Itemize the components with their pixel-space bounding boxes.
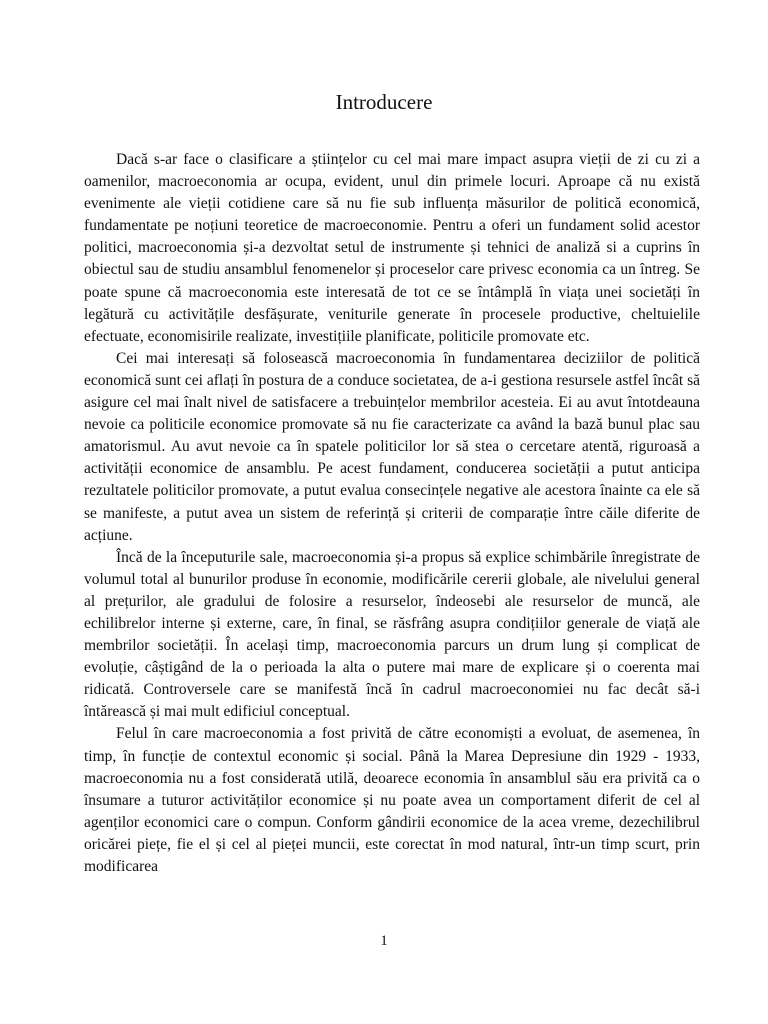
page-title: Introducere — [335, 90, 433, 114]
paragraph-4: Felul în care macroeconomia a fost privită de către economiști a evoluat, de asemenea, în timp, în funcție de contextul economic și social. Până la Marea Depresiune din 1929 - 1933, macroeconomia nu a fost considerată utilă, deoarece economia în ansamblul său era privită ca o însumare a tuturor activităților economice și nu poate avea un comportament diferit de cel al agenților economici care o compun. Conform gândirii economice de la acea vreme, dezechilibrul oricărei piețe, fie el și cel al pieței muncii, este corectat în mod natural, într-un timp scurt, prin modificarea — [84, 725, 700, 875]
paragraph-2: Cei mai interesați să folosească macroeconomia în fundamentarea deciziilor de politică economică sunt cei aflați în postura de a conduce societatea, de a-i gestiona resursele astfel încât să asigure cel mai înalt nivel de satisfacere a trebuințelor membrilor acesteia. Ei au avut întotdeauna nevoie ca politicile economice promovate să nu fie caracterizate ca având la bază bunul plac sau amatorismul. Au avut nevoie ca în spatele politicilor lor să stea o cercetare atentă, riguroasă a activității economice de ansamblu. Pe acest fundament, conducerea societății a putut anticipa rezultatele politicilor promovate, a putut evalua consecințele negative ale acestora înainte ca ele să se manifeste, a putut avea un sistem de referință și criterii de comparație între căile diferite de acțiune. — [84, 349, 700, 544]
paragraph-3: Încă de la începuturile sale, macroeconomia și-a propus să explice schimbările înregistrate de volumul total al bunurilor produse în economie, modificările cererii globale, ale nivelului general al prețurilor, ale gradului de folosire a resurselor, îndeosebi ale resurselor de muncă, ale echilibrelor interne și externe, care, în final, se răsfrâng asupra condițiilor generale de viață ale membrilor societății. În același timp, macroeconomia parcurs un drum lung și complicat de evoluție, câștigând de la o perioada la alta o putere mai mare de explicare și o coerenta mai ridicată. Controversele care se manifestă încă în cadrul macroeconomiei nu fac decât să-i întărească și mai mult edificiul conceptual. — [84, 548, 700, 721]
page-number: 1 — [380, 933, 388, 949]
body-text — [84, 149, 700, 878]
paragraph-1: Dacă s-ar face o clasificare a științelor cu cel mai mare impact asupra vieții de zi cu zi a oamenilor, macroeconomia ar ocupa, evident, unul din primele locuri. Aproape că nu există evenimente ale vieții cotidiene care să nu fie sub influența măsurilor de politică economică, fundamentate pe noțiuni teoretice de macroeconomie. Pentru a oferi un fundament solid acestor politici, macroeconomia și-a dezvoltat setul de instrumente și tehnici de analiză si a cuprins în obiectul sau de studiu ansamblul fenomenelor și proceselor care privesc economia ca un întreg. Se poate spune că macroeconomia este interesată de tot ce se întâmplă în viața unei societăți în legătură cu activitățile desfășurate, veniturile generate în procesele productive, cheltuielile efectuate, economisirile realizate, investițiile planificate, politicile promovate etc. — [84, 151, 700, 345]
